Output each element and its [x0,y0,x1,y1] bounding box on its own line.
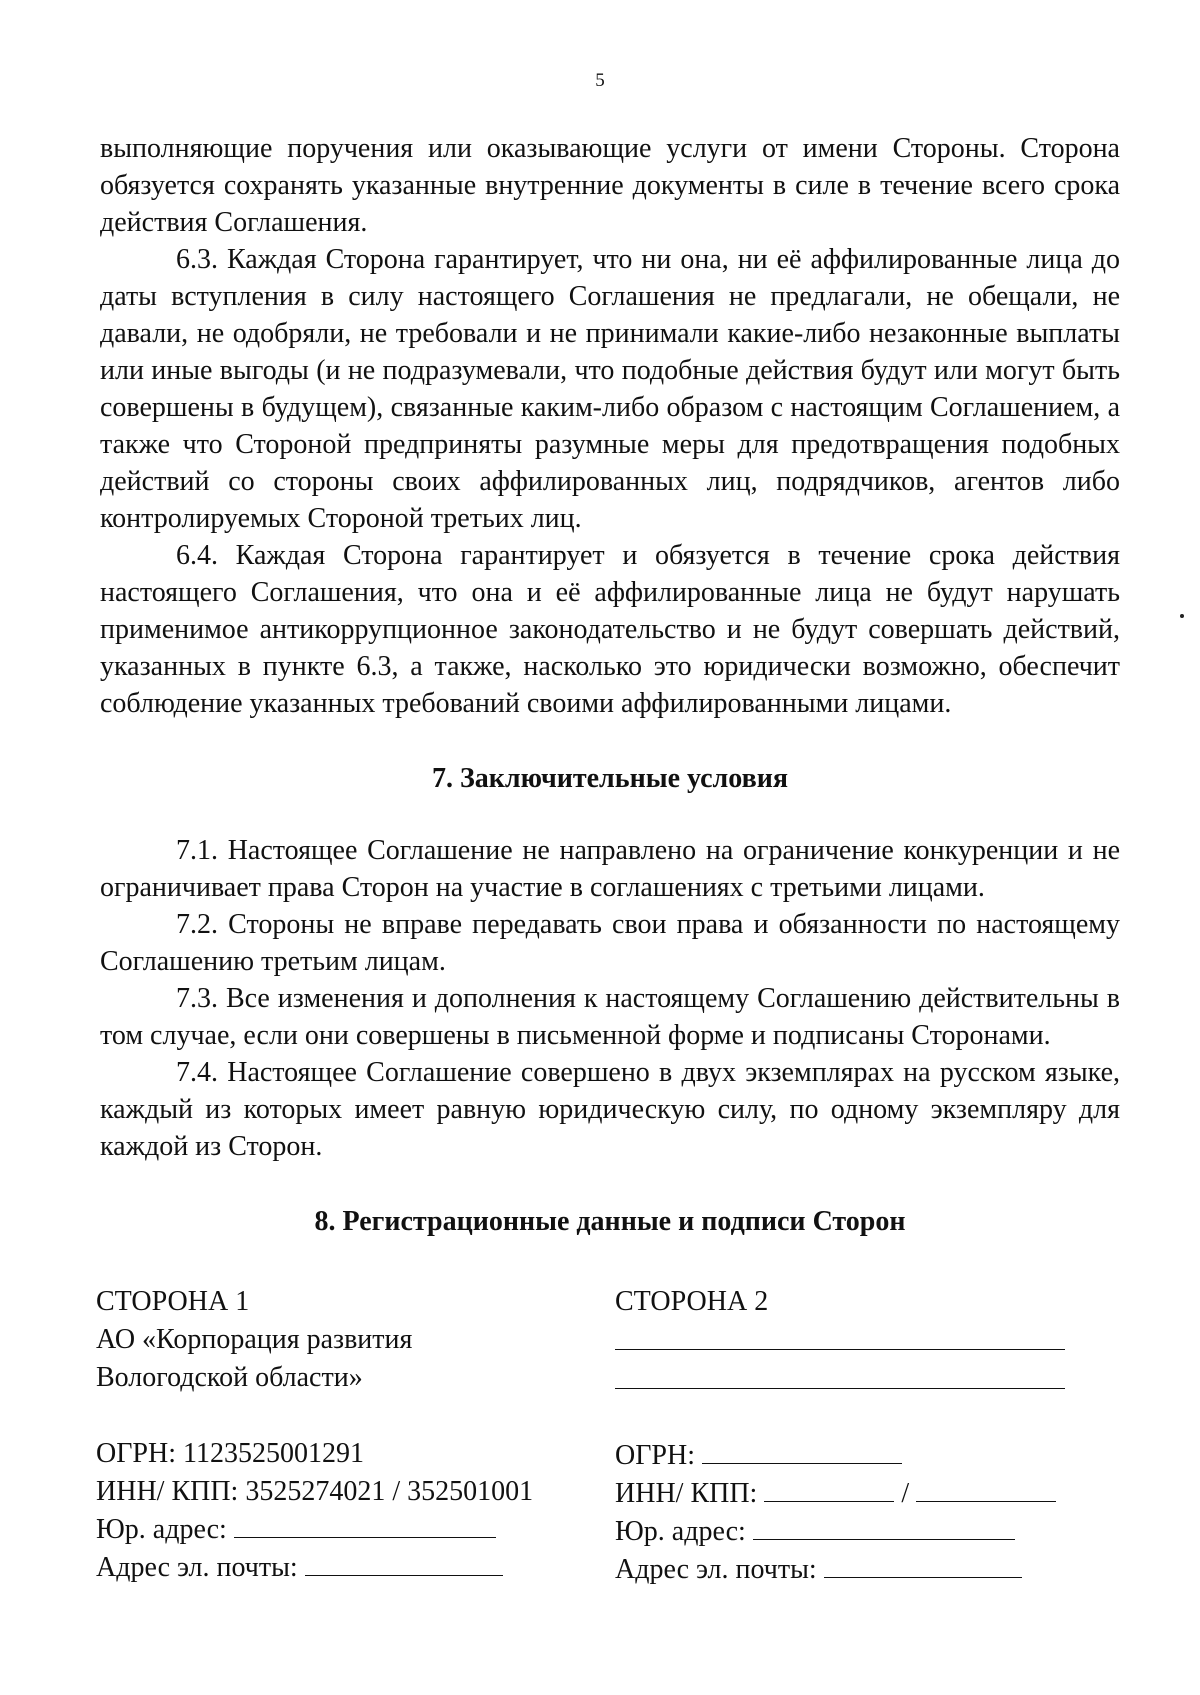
party-1-name-line-1: АО «Корпорация развития [96,1324,413,1355]
party-1-email-label: Адрес эл. почты: [96,1552,298,1583]
clause-7-2: 7.2. Стороны не вправе передавать свои права и обязанности по настоящему Соглашению третьим лицам. [100,909,1120,977]
party-2-inn-blank [764,1475,894,1502]
party-2-email-label: Адрес эл. почты: [615,1554,817,1585]
party-2-inn-kpp-row [615,1475,1085,1513]
party-1-address-row [96,1511,566,1549]
paragraph-continuation: выполняющие поручения или оказывающие услуги от имени Стороны. Сторона обязуется сохранять указанные внутренние документы в силе в течение всего срока действия Соглашения. [100,133,1120,238]
party-2-ogrn-blank [702,1437,902,1464]
section-8-heading: 8. Регистрационные данные и подписи Сторон [314,1206,906,1237]
party-1-email-row [96,1549,566,1587]
document-body [100,130,1120,1275]
party-2-address-row [615,1513,1085,1551]
clause-6-4: 6.4. Каждая Сторона гарантирует и обязуется в течение срока действия настоящего Соглашения, что она и её аффилированные лица не будут нарушать применимое антикоррупционное законодательство и не будут совершать действий, указанных в пункте 6.3, а также, насколько это юридически возможно, обеспечит соблюдение указанных требований своими аффилированными лицами. [100,540,1120,719]
party-2-kpp-blank [916,1475,1056,1502]
party-2-inn-kpp-label: ИНН/ КПП: [615,1478,758,1509]
party-1-name-line-2: Вологодской области» [96,1362,363,1393]
party-2-ogrn-label: ОГРН: [615,1440,695,1471]
party-2-name-blank-1 [615,1321,1065,1350]
party-2-email-row [615,1551,1085,1589]
scan-speck-mark [1180,614,1184,618]
party-2-email-blank [824,1551,1022,1578]
party-2-block [615,1283,1085,1589]
party-2-title: СТОРОНА 2 [615,1286,769,1317]
page-number: 5 [595,70,605,91]
party-1-title: СТОРОНА 1 [96,1286,250,1317]
party-1-email-blank [305,1549,503,1576]
party-2-ogrn-row [615,1437,1085,1475]
party-2-address-label: Юр. адрес: [615,1516,746,1547]
party-1-address-blank [234,1511,496,1538]
party-2-name-blank-2 [615,1360,1065,1389]
clause-6-3: 6.3. Каждая Сторона гарантирует, что ни она, ни её аффилированные лица до даты вступления в силу настоящего Соглашения не предлагали, не обещали, не давали, не одобряли, не требовали и не принимали какие-либо незаконные выплаты или иные выгоды (и не подразумевали, что подобные действия будут или могут быть совершены в будущем), связанные каким-либо образом с настоящим Соглашением, а также что Стороной предприняты разумные меры для предотвращения подобных действий со стороны своих аффилированных лиц, подрядчиков, агентов либо контролируемых Стороной третьих лиц. [100,244,1120,534]
clause-7-3: 7.3. Все изменения и дополнения к настоящему Соглашению действительны в том случае, если они совершены в письменной форме и подписаны Сторонами. [100,983,1120,1051]
section-7-heading: 7. Заключительные условия [432,763,788,794]
party-2-inn-kpp-slash: / [901,1478,910,1509]
clause-7-4: 7.4. Настоящее Соглашение совершено в двух экземплярах на русском языке, каждый из которых имеет равную юридическую силу, по одному экземпляру для каждой из Сторон. [100,1057,1120,1162]
party-1-block [96,1283,566,1587]
clause-7-1: 7.1. Настоящее Соглашение не направлено на ограничение конкуренции и не ограничивает права Сторон на участие в соглашениях с третьими лицами. [100,835,1120,903]
party-2-address-blank [753,1513,1015,1540]
party-1-inn-kpp: ИНН/ КПП: 3525274021 / 352501001 [96,1476,534,1507]
party-1-ogrn: ОГРН: 1123525001291 [96,1438,364,1469]
party-1-address-label: Юр. адрес: [96,1514,227,1545]
